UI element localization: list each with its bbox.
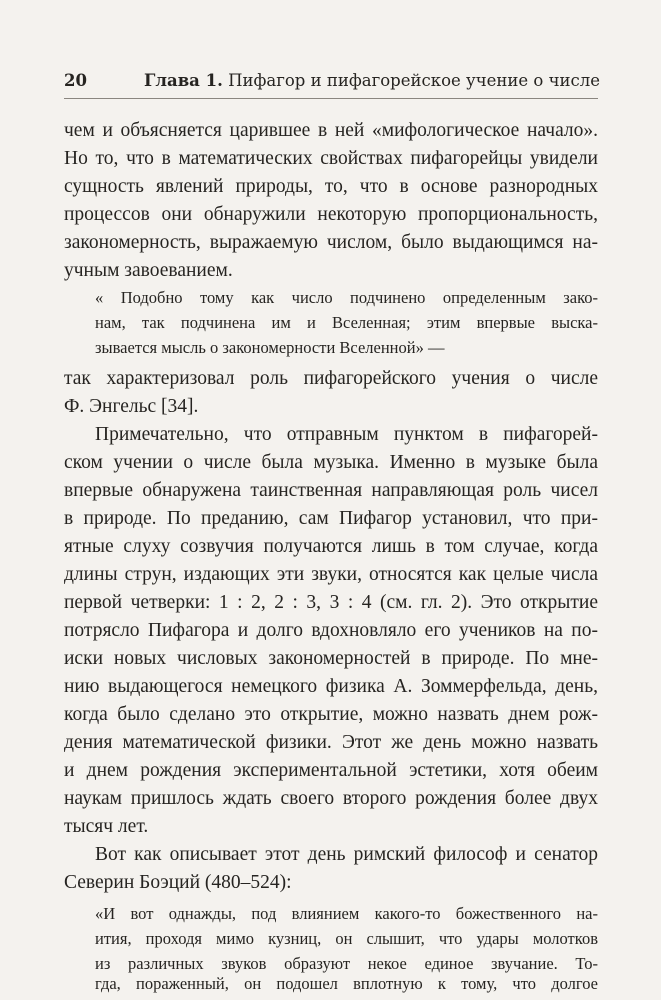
quote-line: гда, пораженный, он подошел вплотную к тому, что долгое [95,974,598,993]
text-line: ятные слуху созвучия получаются лишь в том случае, когда [64,536,598,557]
text-line: закономерность, выражаемую числом, было выдающимся на- [64,232,598,253]
text-line: и днем рождения экспериментальной эстетики, хотя обеим [64,760,598,781]
text-line: процессов они обнаружили некоторую пропорциональность, [64,204,598,225]
text-line: тысяч лет. [64,816,149,837]
text-line: дения математической физики. Этот же день можно назвать [64,732,598,753]
text-line: Примечательно, что отправным пунктом в пифагорей- [95,424,598,445]
quote-line: ития, проходя мимо кузниц, он слышит, что удары молотков [95,929,598,948]
chapter-title: Пифагор и пифагорейское учение о числе [228,71,600,90]
text-line: в природе. По преданию, сам Пифагор установил, что при- [64,508,598,529]
text-line: иски новых числовых закономерностей в природе. По мне- [64,648,598,669]
text-line: Но то, что в математических свойствах пифагорейцы увидели [64,148,598,169]
text-line: длины струн, издающих эти звуки, относятся как целые числа [64,564,598,585]
quote-line: « Подобно тому как число подчинено определенным зако- [95,288,598,307]
text-line: потрясло Пифагора и долго вдохновляло его учеников на по- [64,620,598,641]
text-line: так характеризовал роль пифагорейского учения о числе [64,368,598,389]
text-line: Вот как описывает этот день римский философ и сенатор [95,844,598,865]
quote-line: «И вот однажды, под влиянием какого-то божественного на- [95,904,598,923]
text-line: сущность явлений природы, то, что в основе разнородных [64,176,598,197]
text-line: Ф. Энгельс [34]. [64,396,199,417]
quote-line: из различных звуков образуют некое единое звучание. То- [95,954,598,973]
text-line: ском учении о числе была музыка. Именно в музыке была [64,452,598,473]
chapter-label: Глава 1. [144,71,223,90]
quote-line: нам, так подчинена им и Вселенная; этим впервые выска- [95,313,598,332]
running-header [64,66,598,96]
text-line: Северин Боэций (480–524): [64,872,292,893]
text-line: наукам пришлось ждать своего второго рождения более двух [64,788,598,809]
text-line: впервые обнаружена таинственная направляющая роль чисел [64,480,598,501]
text-line: учным завоеванием. [64,260,233,281]
header-rule [64,98,598,99]
text-line: первой четверки: 1 : 2, 2 : 3, 3 : 4 (см. гл. 2). Это открытие [64,592,598,613]
text-line: когда было сделано это открытие, можно назвать днем рож- [64,704,598,725]
text-line: нию выдающегося немецкого физика А. Зоммерфельда, день, [64,676,598,697]
page-number: 20 [64,71,87,90]
text-line: чем и объясняется царившее в ней «мифологическое начало». [64,120,598,141]
quote-line: зывается мысль о закономерности Вселенной» — [95,338,445,357]
